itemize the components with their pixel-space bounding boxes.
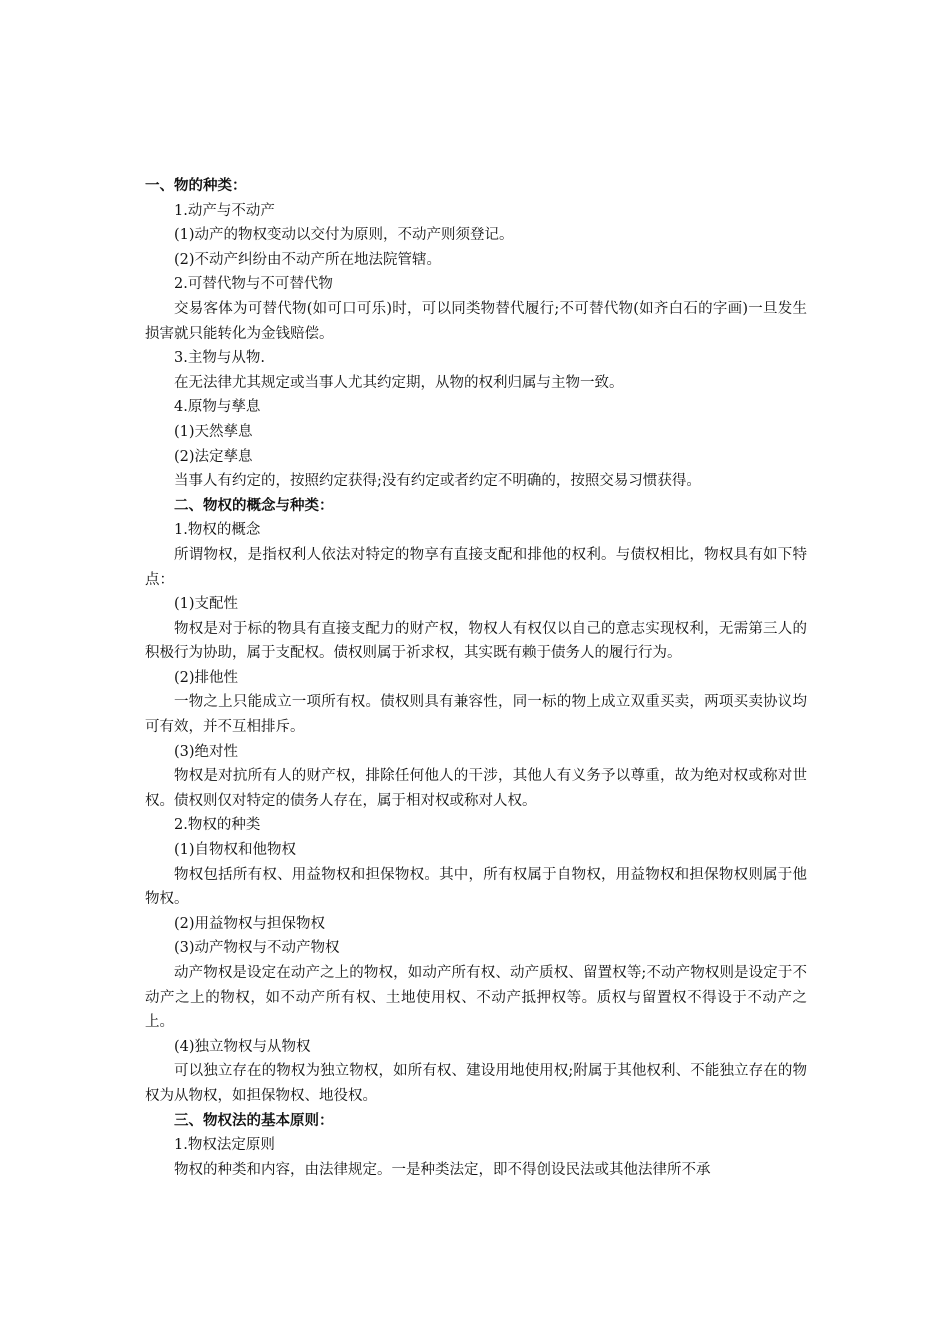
subheading: (1)支配性: [174, 596, 239, 613]
paragraph: 在无法律尤其规定或当事人尤其约定期，从物的权利归属与主物一致。: [174, 374, 624, 391]
paragraph: 物权包括所有权、用益物权和担保物权。其中，所有权属于自物权，用益物权和担保物权则属于他物权。: [145, 866, 807, 908]
section-heading: 一、物的种类：: [145, 178, 247, 194]
subheading: 1.物权法定原则: [174, 1137, 275, 1154]
subheading: (3)动产物权与不动产物权: [174, 940, 340, 957]
section-heading: 二、物权的概念与种类：: [174, 497, 334, 514]
subheading: (1)自物权和他物权: [174, 842, 297, 859]
document-body: [145, 174, 807, 1182]
paragraph: 动产物权是设定在动产之上的物权，如动产所有权、动产质权、留置权等;不动产物权则是设定于不动产之上的物权，如不动产所有权、土地使用权、不动产抵押权等。质权与留置权不得设于不动产之上。: [145, 965, 807, 1031]
subheading: 1.动产与不动产: [174, 202, 275, 219]
paragraph: 当事人有约定的，按照约定获得;没有约定或者约定不明确的，按照交易习惯获得。: [174, 473, 701, 490]
subheading: (2)排他性: [174, 669, 239, 686]
paragraph: 物权的种类和内容，由法律规定。一是种类法定，即不得创设民法或其他法律所不承: [174, 1161, 711, 1178]
section-heading: 三、物权法的基本原则：: [174, 1112, 334, 1129]
subheading: (2)不动产纠纷由不动产所在地法院管辖。: [174, 251, 442, 268]
subheading: 3.主物与从物.: [174, 350, 265, 367]
subheading: (2)用益物权与担保物权: [174, 915, 326, 932]
subheading: (2)法定孳息: [174, 448, 253, 465]
subheading: (3)绝对性: [174, 743, 239, 760]
paragraph: 物权是对于标的物具有直接支配力的财产权，物权人有权仅以自己的意志实现权利，无需第三人的积极行为协助，属于支配权。债权则属于祈求权，其实既有赖于债务人的履行行为。: [145, 620, 807, 662]
subheading: 2.可替代物与不可替代物: [174, 276, 333, 293]
subheading: (1)动产的物权变动以交付为原则，不动产则须登记。: [174, 227, 514, 244]
paragraph: 所谓物权，是指权利人依法对特定的物享有直接支配和排他的权利。与债权相比，物权具有如下特点：: [145, 546, 807, 588]
paragraph: 可以独立存在的物权为独立物权，如所有权、建设用地使用权;附属于其他权利、不能独立存在的物权为从物权，如担保物权、地役权。: [145, 1063, 807, 1104]
subheading: 2.物权的种类: [174, 817, 261, 834]
subheading: 4.原物与孳息: [174, 399, 261, 416]
subheading: (4)独立物权与从物权: [174, 1038, 311, 1055]
subheading: (1)天然孳息: [174, 423, 253, 440]
paragraph: 一物之上只能成立一项所有权。债权则具有兼容性，同一标的物上成立双重买卖，两项买卖协议均可有效，并不互相排斥。: [145, 694, 807, 736]
paragraph: 交易客体为可替代物(如可口可乐)时，可以同类物替代履行;不可替代物(如齐白石的字画)一旦发生损害就只能转化为金钱赔偿。: [145, 300, 807, 342]
paragraph: 物权是对抗所有人的财产权，排除任何他人的干涉，其他人有义务予以尊重，故为绝对权或称对世权。债权则仅对特定的债务人存在，属于相对权或称对人权。: [145, 768, 807, 809]
subheading: 1.物权的概念: [174, 522, 261, 539]
